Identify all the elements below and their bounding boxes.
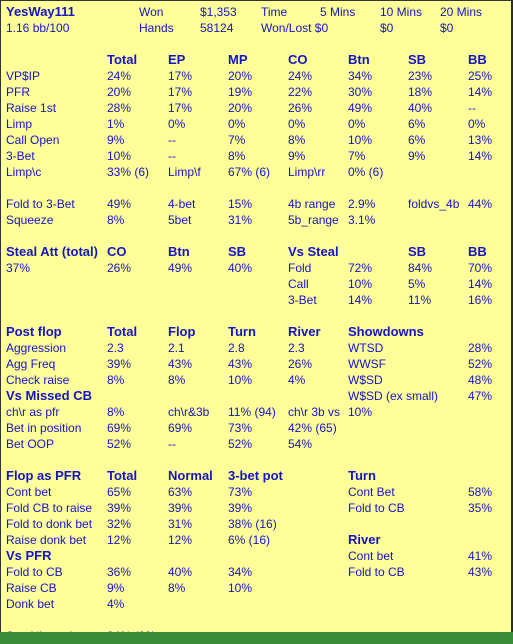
- flop-pfr-value: 39%: [228, 501, 253, 515]
- turn-label: Fold to CB: [348, 501, 405, 515]
- pos-value: 20%: [107, 85, 132, 99]
- postflop-header: Post flop: [6, 324, 62, 339]
- won-label: Won: [139, 5, 164, 19]
- flop-pfr-value: 6% (16): [228, 533, 271, 547]
- pos-value: 6%: [408, 133, 426, 147]
- pos-value: 34%: [348, 69, 373, 83]
- fold3-stat: 4b range: [288, 197, 336, 211]
- postflop-header: Total: [107, 324, 138, 339]
- flop-pfr-header: Turn: [348, 468, 376, 483]
- row-label: Call Open: [6, 133, 60, 147]
- squeeze-stat: 8%: [107, 213, 125, 227]
- pos-value: 17%: [168, 69, 193, 83]
- squeeze-stat: Squeeze: [6, 213, 54, 227]
- bet-oop-stat: 52%: [107, 437, 132, 451]
- pos-value: 22%: [288, 85, 313, 99]
- postflop-value: Agg Freq: [6, 357, 56, 371]
- flop-pfr-value: Fold to donk bet: [6, 517, 93, 531]
- flop-pfr-header: Total: [107, 468, 138, 483]
- pos-value: 24%: [107, 69, 132, 83]
- time-5: 5 Mins: [320, 5, 356, 19]
- postflop-value: 4%: [288, 373, 306, 387]
- steal-value: 26%: [107, 261, 132, 275]
- showdown-label: WWSF: [348, 357, 386, 371]
- turn-value: 35%: [468, 501, 493, 515]
- pos-value: 24%: [288, 69, 313, 83]
- squeeze-stat: 5b_range: [288, 213, 339, 227]
- bet-oop-stat: 52%: [228, 437, 253, 451]
- vs-steal-value: 11%: [408, 293, 432, 307]
- vs-steal-value: 16%: [468, 293, 493, 307]
- flop-pfr-value: 39%: [168, 501, 193, 515]
- pos-value: 14%: [468, 149, 493, 163]
- pos-value: 0%: [288, 117, 306, 131]
- postflop-header: River: [288, 324, 321, 339]
- time-10: 10 Mins: [380, 5, 423, 19]
- fold3-stat: 4-bet: [168, 197, 196, 211]
- missed-cb-stat: 11% (94): [228, 405, 276, 419]
- fold3-stat: 44%: [468, 197, 493, 211]
- pos-value: 0%: [348, 117, 366, 131]
- showdown-value: 48%: [468, 373, 493, 387]
- bet-ip-stat: Bet in position: [6, 421, 82, 435]
- postflop-value: 2.3: [107, 341, 124, 355]
- postflop-header: Showdowns: [348, 324, 424, 339]
- vs-pfr-value: 40%: [168, 565, 193, 579]
- postflop-value: 8%: [168, 373, 186, 387]
- flop-pfr-header: Flop as PFR: [6, 468, 82, 483]
- pos-col-header: SB: [408, 52, 427, 67]
- pos-value: --: [168, 149, 176, 163]
- showdown-value: 52%: [468, 357, 493, 371]
- flop-pfr-value: 63%: [168, 485, 193, 499]
- bet-oop-stat: Bet OOP: [6, 437, 55, 451]
- postflop-value: Aggression: [6, 341, 67, 355]
- pos-value: 0%: [168, 117, 186, 131]
- pos-value: 20%: [228, 69, 253, 83]
- vs-steal-value: 70%: [468, 261, 493, 275]
- pos-value: 1%: [107, 117, 125, 131]
- postflop-value: 10%: [228, 373, 253, 387]
- flop-pfr-value: 38% (16): [228, 517, 277, 531]
- steal-header: CO: [107, 244, 127, 259]
- missed-cb-stat: 8%: [107, 405, 125, 419]
- showdown-value: 47%: [468, 389, 493, 403]
- fold3-stat: Fold to 3-Bet: [6, 197, 75, 211]
- pos-col-header: BB: [468, 52, 487, 67]
- player-name: YesWay111: [6, 4, 75, 19]
- steal-header: SB: [408, 244, 427, 259]
- flop-pfr-value: Fold CB to raise: [6, 501, 93, 515]
- vs-pfr-value: 36%: [107, 565, 132, 579]
- missed-cb-stat: 10%: [348, 405, 373, 419]
- river-value: 41%: [468, 549, 493, 563]
- pos-value: 9%: [288, 149, 306, 163]
- pos-value: 40%: [408, 101, 433, 115]
- vs-pfr-value: 34%: [228, 565, 253, 579]
- pos-value: 10%: [348, 133, 373, 147]
- pos-value: 30%: [348, 85, 373, 99]
- flop-pfr-value: Raise donk bet: [6, 533, 87, 547]
- steal-header: BB: [468, 244, 487, 259]
- pos-value: --: [468, 101, 476, 115]
- vs-steal-value: 84%: [408, 261, 433, 275]
- flop-pfr-header: 3-bet pot: [228, 468, 283, 483]
- fold3-stat: 15%: [228, 197, 253, 211]
- turn-value: 58%: [468, 485, 493, 499]
- steal-value: 37%: [6, 261, 31, 275]
- time-label: Time: [261, 5, 288, 19]
- vs-steal-value: 14%: [348, 293, 373, 307]
- flop-pfr-value: 73%: [228, 485, 253, 499]
- won-value: $1,353: [200, 5, 237, 19]
- vs-pfr-value: Donk bet: [6, 597, 55, 611]
- flop-pfr-value: 12%: [168, 533, 193, 547]
- fold3-stat: foldvs_4b: [408, 197, 460, 211]
- limp-stat: Limp\c: [6, 165, 42, 179]
- steal-header: SB: [228, 244, 247, 259]
- pos-value: 49%: [348, 101, 373, 115]
- pos-value: 6%: [408, 117, 426, 131]
- limp-stat: 0% (6): [348, 165, 384, 179]
- missed-cb-stat: ch\r 3b vs: [288, 405, 341, 419]
- pos-col-header: MP: [228, 52, 248, 67]
- vs-missed-cb-header: Vs Missed CB: [6, 388, 92, 403]
- vs-pfr-value: 8%: [168, 581, 186, 595]
- time-20: 20 Mins: [440, 5, 483, 19]
- vs-pfr-value: 4%: [107, 597, 125, 611]
- row-label: PFR: [6, 85, 30, 99]
- pos-col-header: EP: [168, 52, 186, 67]
- squeeze-stat: 5bet: [168, 213, 192, 227]
- bet-oop-stat: 54%: [288, 437, 313, 451]
- postflop-value: 2.3: [288, 341, 305, 355]
- pos-value: 13%: [468, 133, 493, 147]
- pos-value: 19%: [228, 85, 253, 99]
- postflop-value: 43%: [168, 357, 193, 371]
- pos-value: 10%: [107, 149, 132, 163]
- hands-label: Hands: [139, 21, 174, 35]
- vs-pfr-value: Raise CB: [6, 581, 57, 595]
- pos-value: 9%: [107, 133, 125, 147]
- pos-value: 26%: [288, 101, 313, 115]
- river-value: 43%: [468, 565, 493, 579]
- bet-ip-stat: 42% (65): [288, 421, 337, 435]
- postflop-header: Flop: [168, 324, 196, 339]
- squeeze-stat: 3.1%: [348, 213, 376, 227]
- limp-stat: 67% (6): [228, 165, 271, 179]
- row-label: 3-Bet: [6, 149, 35, 163]
- vs-pfr-value: 10%: [228, 581, 253, 595]
- pos-value: 28%: [107, 101, 132, 115]
- showdown-value: 28%: [468, 341, 493, 355]
- pos-col-header: Total: [107, 52, 138, 67]
- vs-pfr-header: Vs PFR: [6, 548, 52, 563]
- vs-steal-value: 72%: [348, 261, 373, 275]
- missed-cb-stat: ch\r&3b: [168, 405, 210, 419]
- flop-pfr-value: 31%: [168, 517, 193, 531]
- pos-col-header: Btn: [348, 52, 370, 67]
- vs-steal-value: Fold: [288, 261, 312, 275]
- vs-steal-value: 14%: [468, 277, 493, 291]
- wl-20: $0: [440, 21, 454, 35]
- row-label: Limp: [6, 117, 33, 131]
- showdown-label: WTSD: [348, 341, 384, 355]
- flop-pfr-header: Normal: [168, 468, 213, 483]
- postflop-value: 43%: [228, 357, 253, 371]
- wl-10: $0: [380, 21, 394, 35]
- pos-value: 0%: [468, 117, 486, 131]
- vs-pfr-value: 9%: [107, 581, 125, 595]
- flop-pfr-value: 32%: [107, 517, 132, 531]
- flop-pfr-value: 65%: [107, 485, 132, 499]
- vs-steal-value: 10%: [348, 277, 373, 291]
- river-header: River: [348, 532, 381, 547]
- row-label: Raise 1st: [6, 101, 57, 115]
- bottom-bar: [0, 632, 513, 644]
- limp-stat: Limp\f: [168, 165, 201, 179]
- pos-value: 8%: [288, 133, 306, 147]
- steal-header: Vs Steal: [288, 244, 339, 259]
- steal-value: 49%: [168, 261, 193, 275]
- vs-steal-value: 5%: [408, 277, 426, 291]
- bet-ip-stat: 73%: [228, 421, 253, 435]
- pos-value: 25%: [468, 69, 493, 83]
- bb-per-100: 1.16 bb/100: [6, 21, 70, 35]
- turn-label: Cont Bet: [348, 485, 395, 499]
- showdown-label: W$SD (ex small): [348, 389, 439, 403]
- pos-value: 8%: [228, 149, 246, 163]
- pos-value: 0%: [228, 117, 246, 131]
- pos-value: 14%: [468, 85, 493, 99]
- pos-value: 17%: [168, 85, 193, 99]
- limp-stat: Limp\rr: [288, 165, 326, 179]
- bet-ip-stat: 69%: [168, 421, 193, 435]
- bet-oop-stat: --: [168, 437, 176, 451]
- pos-col-header: CO: [288, 52, 308, 67]
- postflop-value: 2.1: [168, 341, 185, 355]
- hands-value: 58124: [200, 21, 234, 35]
- limp-stat: 33% (6): [107, 165, 150, 179]
- pos-value: 7%: [228, 133, 246, 147]
- steal-header: Btn: [168, 244, 190, 259]
- missed-cb-stat: ch\r as pfr: [6, 405, 60, 419]
- pos-value: --: [168, 133, 176, 147]
- bet-ip-stat: 69%: [107, 421, 132, 435]
- postflop-header: Turn: [228, 324, 256, 339]
- postflop-value: 26%: [288, 357, 313, 371]
- pos-value: 17%: [168, 101, 193, 115]
- river-label: Cont bet: [348, 549, 394, 563]
- river-label: Fold to CB: [348, 565, 405, 579]
- vs-pfr-value: Fold to CB: [6, 565, 63, 579]
- postflop-value: 39%: [107, 357, 132, 371]
- showdown-label: W$SD: [348, 373, 383, 387]
- pos-value: 7%: [348, 149, 366, 163]
- wonlost-label: Won/Lost $0: [261, 21, 329, 35]
- steal-value: 40%: [228, 261, 253, 275]
- pos-value: 23%: [408, 69, 433, 83]
- vs-steal-value: 3-Bet: [288, 293, 317, 307]
- vs-steal-value: Call: [288, 277, 309, 291]
- pos-value: 18%: [408, 85, 433, 99]
- flop-pfr-value: Cont bet: [6, 485, 52, 499]
- flop-pfr-value: 39%: [107, 501, 132, 515]
- pos-value: 20%: [228, 101, 253, 115]
- squeeze-stat: 31%: [228, 213, 253, 227]
- fold3-stat: 2.9%: [348, 197, 376, 211]
- postflop-value: 2.8: [228, 341, 245, 355]
- pos-value: 9%: [408, 149, 426, 163]
- steal-header: Steal Att (total): [6, 244, 98, 259]
- postflop-value: Check raise: [6, 373, 70, 387]
- fold3-stat: 49%: [107, 197, 132, 211]
- flop-pfr-value: 12%: [107, 533, 132, 547]
- row-label: VP$IP: [6, 69, 41, 83]
- postflop-value: 8%: [107, 373, 125, 387]
